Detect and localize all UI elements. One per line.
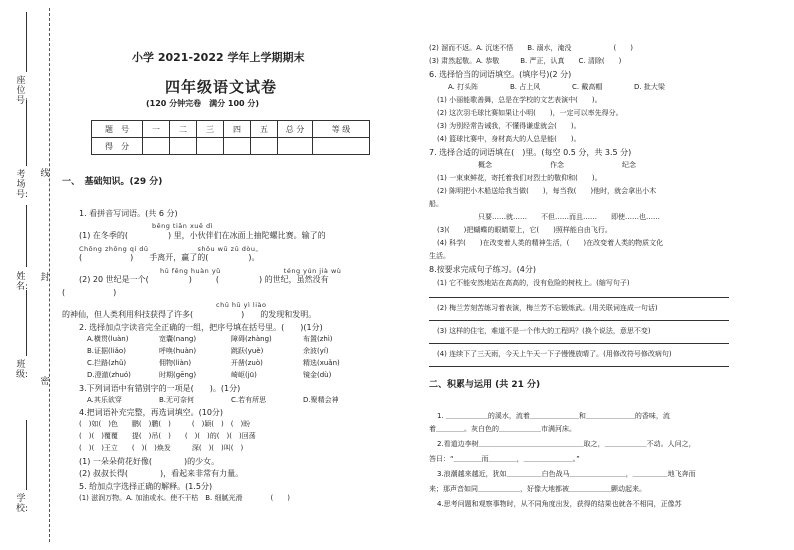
- score-cell[interactable]: [143, 138, 170, 155]
- q4-row-3: ( )( )王立 ( )( )焕发 深( )( )叫( ): [79, 444, 244, 452]
- q7-line: (3)( )把蝴蝶的眼睛蒙上，它( )照样能自由飞行。: [437, 226, 612, 234]
- q2-option: A.横贯(luàn): [87, 335, 129, 343]
- answer-line[interactable]: [429, 297, 729, 298]
- q3-title: 3.下列词语中有错别字的一项是( )。(1分): [79, 384, 241, 393]
- name-label: 姓名:: [16, 272, 29, 292]
- q1-pinyin-3: hū fēng huàn yǔ téng yún jià wù: [160, 267, 342, 275]
- q1-line-4: ( ): [62, 288, 117, 297]
- q1-line-1: (1) 在冬季的( ) 里，小伙伴们在冰面上抽陀螺比赛。输了的: [79, 231, 326, 240]
- q7-line: 船。: [429, 200, 443, 208]
- answer-line[interactable]: [429, 343, 729, 344]
- seal-mark-feng: 封: [40, 273, 50, 283]
- score-cell[interactable]: [197, 138, 224, 155]
- score-cell[interactable]: [278, 138, 313, 155]
- q7-line: (4) 科学( )在改变着人类的精神生活，( )在改变着人类的物质文化: [437, 239, 664, 247]
- s2-line: 答曰：“＿＿＿＿而＿＿＿＿，＿＿＿＿＿＿＿。”: [429, 455, 580, 463]
- q4-title: 4.把词语补充完整，再选词填空。(10分): [79, 408, 224, 417]
- q3-option: A.其乐欲穿: [87, 396, 122, 404]
- q1-pinyin-2: Chōng zhōng qí dū shǒu wū zū dòu。: [79, 245, 263, 253]
- score-cell[interactable]: [224, 138, 251, 155]
- q5-item-3: (3) 肃然起敬。A. 恭敬 B. 严正，认真 C. 清除( ): [429, 57, 622, 65]
- q4-fill-2: (2) 叔叔长得( )，看起来非常有力量。: [79, 469, 244, 478]
- q3-option: D.聚精会神: [303, 396, 339, 404]
- score-header-cell: 等 级: [313, 121, 370, 138]
- q2-option: 跳跃(yuè): [231, 347, 264, 355]
- q5-item-1: (1) 滋润万物。A. 加油或水。使不干枯 B. 细腻光滑 ( ): [79, 494, 290, 502]
- q7-word: 概念: [478, 161, 492, 169]
- exam-header-title: 小学 2021-2022 学年上学期期末: [132, 51, 305, 64]
- q5-item-2: (2) 溜而不返。A. 沉迷不悟 B. 溺水，淹没 ( ): [429, 44, 633, 52]
- q2-option: 障碍(zhàng): [231, 335, 272, 343]
- s2-line: 1. ＿＿＿＿＿＿的溪水，流着＿＿＿＿＿＿＿和＿＿＿＿＿＿＿的香味，流: [437, 412, 670, 420]
- score-table-header-row: [92, 121, 370, 138]
- q1-pinyin-1: bēng tiān xuě dì: [152, 222, 213, 230]
- score-header-cell: 总 分: [278, 121, 313, 138]
- q2-option: 精选(xuǎn): [303, 359, 340, 367]
- q6-title: 6. 选择恰当的词语填空。(填序号)(2 分): [429, 70, 572, 79]
- seat-label: 座位号:: [16, 76, 29, 106]
- s2-line: 来；那声音如同＿＿＿＿＿＿，好像大地都被＿＿＿＿＿＿颤动起来。: [429, 485, 646, 493]
- s2-line: 3.浪潮越来越近，犹如＿＿＿＿＿白色战马＿＿＿＿＿＿＿＿，＿＿＿＿＿地飞奔而: [437, 470, 696, 478]
- score-table: [91, 120, 370, 155]
- q2-option: D.澄澈(zhuó): [87, 371, 131, 379]
- q6-option: C. 戴高帽: [572, 83, 603, 91]
- s2-line: 4.思考问题和观察事物时，从不同角度出发，获得的结果也就各不相同，正像苏: [437, 500, 682, 508]
- answer-line[interactable]: [429, 320, 729, 321]
- q3-options: [87, 396, 387, 405]
- q2-option: 宽囊(nang): [159, 335, 197, 343]
- q4-row-2: ( )( )覆覆 提( )吊( ) ( )( )的( )( )回荡: [79, 432, 256, 440]
- score-header-cell: 题 号: [92, 121, 143, 138]
- seal-mark-xian: 线: [40, 169, 50, 179]
- seat-field[interactable]: [26, 12, 27, 72]
- q1-line-5: 的神仙，但人类利用科技获得了许多( ) 的发现和发明。: [62, 310, 317, 319]
- q1-pinyin-4: chū hū yì liào: [216, 301, 267, 309]
- q6-option: B. 占上风: [510, 83, 541, 91]
- score-cell[interactable]: [313, 138, 370, 155]
- section-1-heading: 一、 基础知识。(29 分): [62, 177, 163, 187]
- score-header-cell: 五: [251, 121, 278, 138]
- q2-option: 佣物(liàn): [159, 359, 192, 367]
- class-label: 班级:: [16, 360, 29, 380]
- s2-line: 着＿＿＿＿。灰白色的＿＿＿＿＿＿市满河床。: [429, 425, 576, 433]
- q5-title: 5. 给加点字选择正确的解释。(1.5分): [79, 482, 213, 491]
- school-label: 学校:: [16, 494, 29, 514]
- seal-mark-mi: 密: [40, 377, 50, 387]
- score-header-cell: 四: [224, 121, 251, 138]
- q2-option: C.拦路(zhǔ): [87, 359, 127, 367]
- q1-line-3: (2) 20 世纪是一个( ) ( ) 的世纪，虽然没有: [79, 275, 329, 284]
- q8-item-2: (2) 梅兰芳刻苦练习着表演，梅兰芳不忘锻炼武。(用关联词连成一句话): [437, 304, 658, 312]
- answer-line[interactable]: [429, 366, 729, 367]
- q3-option: C.若有所思: [231, 396, 267, 404]
- q7-line: (2) 陈明把小木船送给我当做( )，每当我( )他时，就会拿出小木: [437, 187, 657, 195]
- q4-row-1: ( )如( )色 鹏( )鹏( ) ( )颖( ) ( )盼: [79, 420, 251, 428]
- score-cell[interactable]: [170, 138, 197, 155]
- score-table-score-row: [92, 138, 370, 155]
- q6-line: (3) 为别经常告诫我，不懂得谦虚就会( )。: [437, 122, 581, 130]
- q6-option: D. 批大梁: [634, 83, 665, 91]
- q2-option: 崎岖(jū): [231, 371, 257, 379]
- q7-word: 纪念: [622, 161, 636, 169]
- q2-option: B.证据(liǎo): [87, 347, 126, 355]
- q2-title: 2. 选择加点字读音完全正确的一组，把序号填在括号里。( )(1分): [79, 323, 323, 332]
- q8-item-3: (3) 这样的住宅，难道不是一个伟大的工程吗？(换个说法，意思不变): [437, 327, 651, 335]
- q8-title: 8.按要求完成句子练习。(4分): [429, 265, 536, 274]
- section-2-heading: 二、积累与运用 (共 21 分): [429, 380, 541, 390]
- s2-line: 2.看道边李树＿＿＿＿＿＿＿＿＿＿＿＿＿＿＿取之，＿＿＿＿＿＿不动。人问之，: [437, 440, 696, 448]
- q2-option: 开凿(zuò): [231, 359, 263, 367]
- exam-room-field[interactable]: [26, 100, 27, 166]
- q4-fill-1: (1) 一朵朵荷花好像( )的少女。: [79, 457, 220, 466]
- q6-line: (2) 这次羽毛球比赛如果让小明( )，一定可以率先得分。: [437, 109, 623, 117]
- name-field[interactable]: [26, 205, 27, 267]
- score-row-label: 得 分: [92, 138, 143, 155]
- q6-line: (1) 小丽能歌善舞，总是在学校的文艺表演中( )。: [437, 96, 602, 104]
- q1-title: 1. 看拼音写词语。(共 6 分): [79, 209, 178, 218]
- q2-option: 余波(yí): [303, 347, 329, 355]
- q7-title: 7. 选择合适的词语填在( )里。(每空 0.5 分，共 3.5 分): [429, 148, 632, 157]
- q2-option: 呼唤(huàn): [159, 347, 197, 355]
- score-header-cell: 三: [197, 121, 224, 138]
- q6-option: A. 打头阵: [448, 83, 479, 91]
- q8-item-4: (4) 连续下了三天雨，今天上午天一下子慢慢放晴了。(用修改符号修改病句): [437, 350, 672, 358]
- score-header-cell: 一: [143, 121, 170, 138]
- q8-item-1: (1) 它不能安然地站在高高的，没有危险的树枝上。(缩写句子): [437, 279, 630, 287]
- exam-room-label: 考场号:: [16, 170, 29, 200]
- q2-options: [87, 335, 407, 383]
- q7-line: (1) 一束束鲜花，寄托着我们对烈士的敬仰和( )。: [437, 174, 602, 182]
- q2-option: 镜金(dù): [303, 371, 332, 379]
- class-field[interactable]: [26, 290, 27, 356]
- score-cell[interactable]: [251, 138, 278, 155]
- q6-options: [448, 83, 708, 92]
- school-field[interactable]: [26, 420, 27, 490]
- q7-word: 作念: [550, 161, 564, 169]
- q7-connectives: 只要……就…… 不但……而且…… 即使……也……: [478, 213, 660, 221]
- q7-line: 生活。: [429, 252, 450, 260]
- q7-word-bank: [478, 161, 678, 170]
- score-header-cell: 二: [170, 121, 197, 138]
- q3-option: B.无可奈何: [159, 396, 195, 404]
- q2-option: 时期(gēng): [159, 371, 197, 379]
- q6-line: (4) 篮球比赛中，身材高大的人总是能( )。: [437, 135, 581, 143]
- q1-line-2: ( ) 手离开，赢了的( )。: [79, 253, 260, 262]
- exam-subtitle: 四年级语文试卷: [165, 78, 278, 96]
- exam-info: (120 分钟完卷 满分 100 分): [146, 99, 260, 108]
- q2-option: 布置(zhì): [303, 335, 333, 343]
